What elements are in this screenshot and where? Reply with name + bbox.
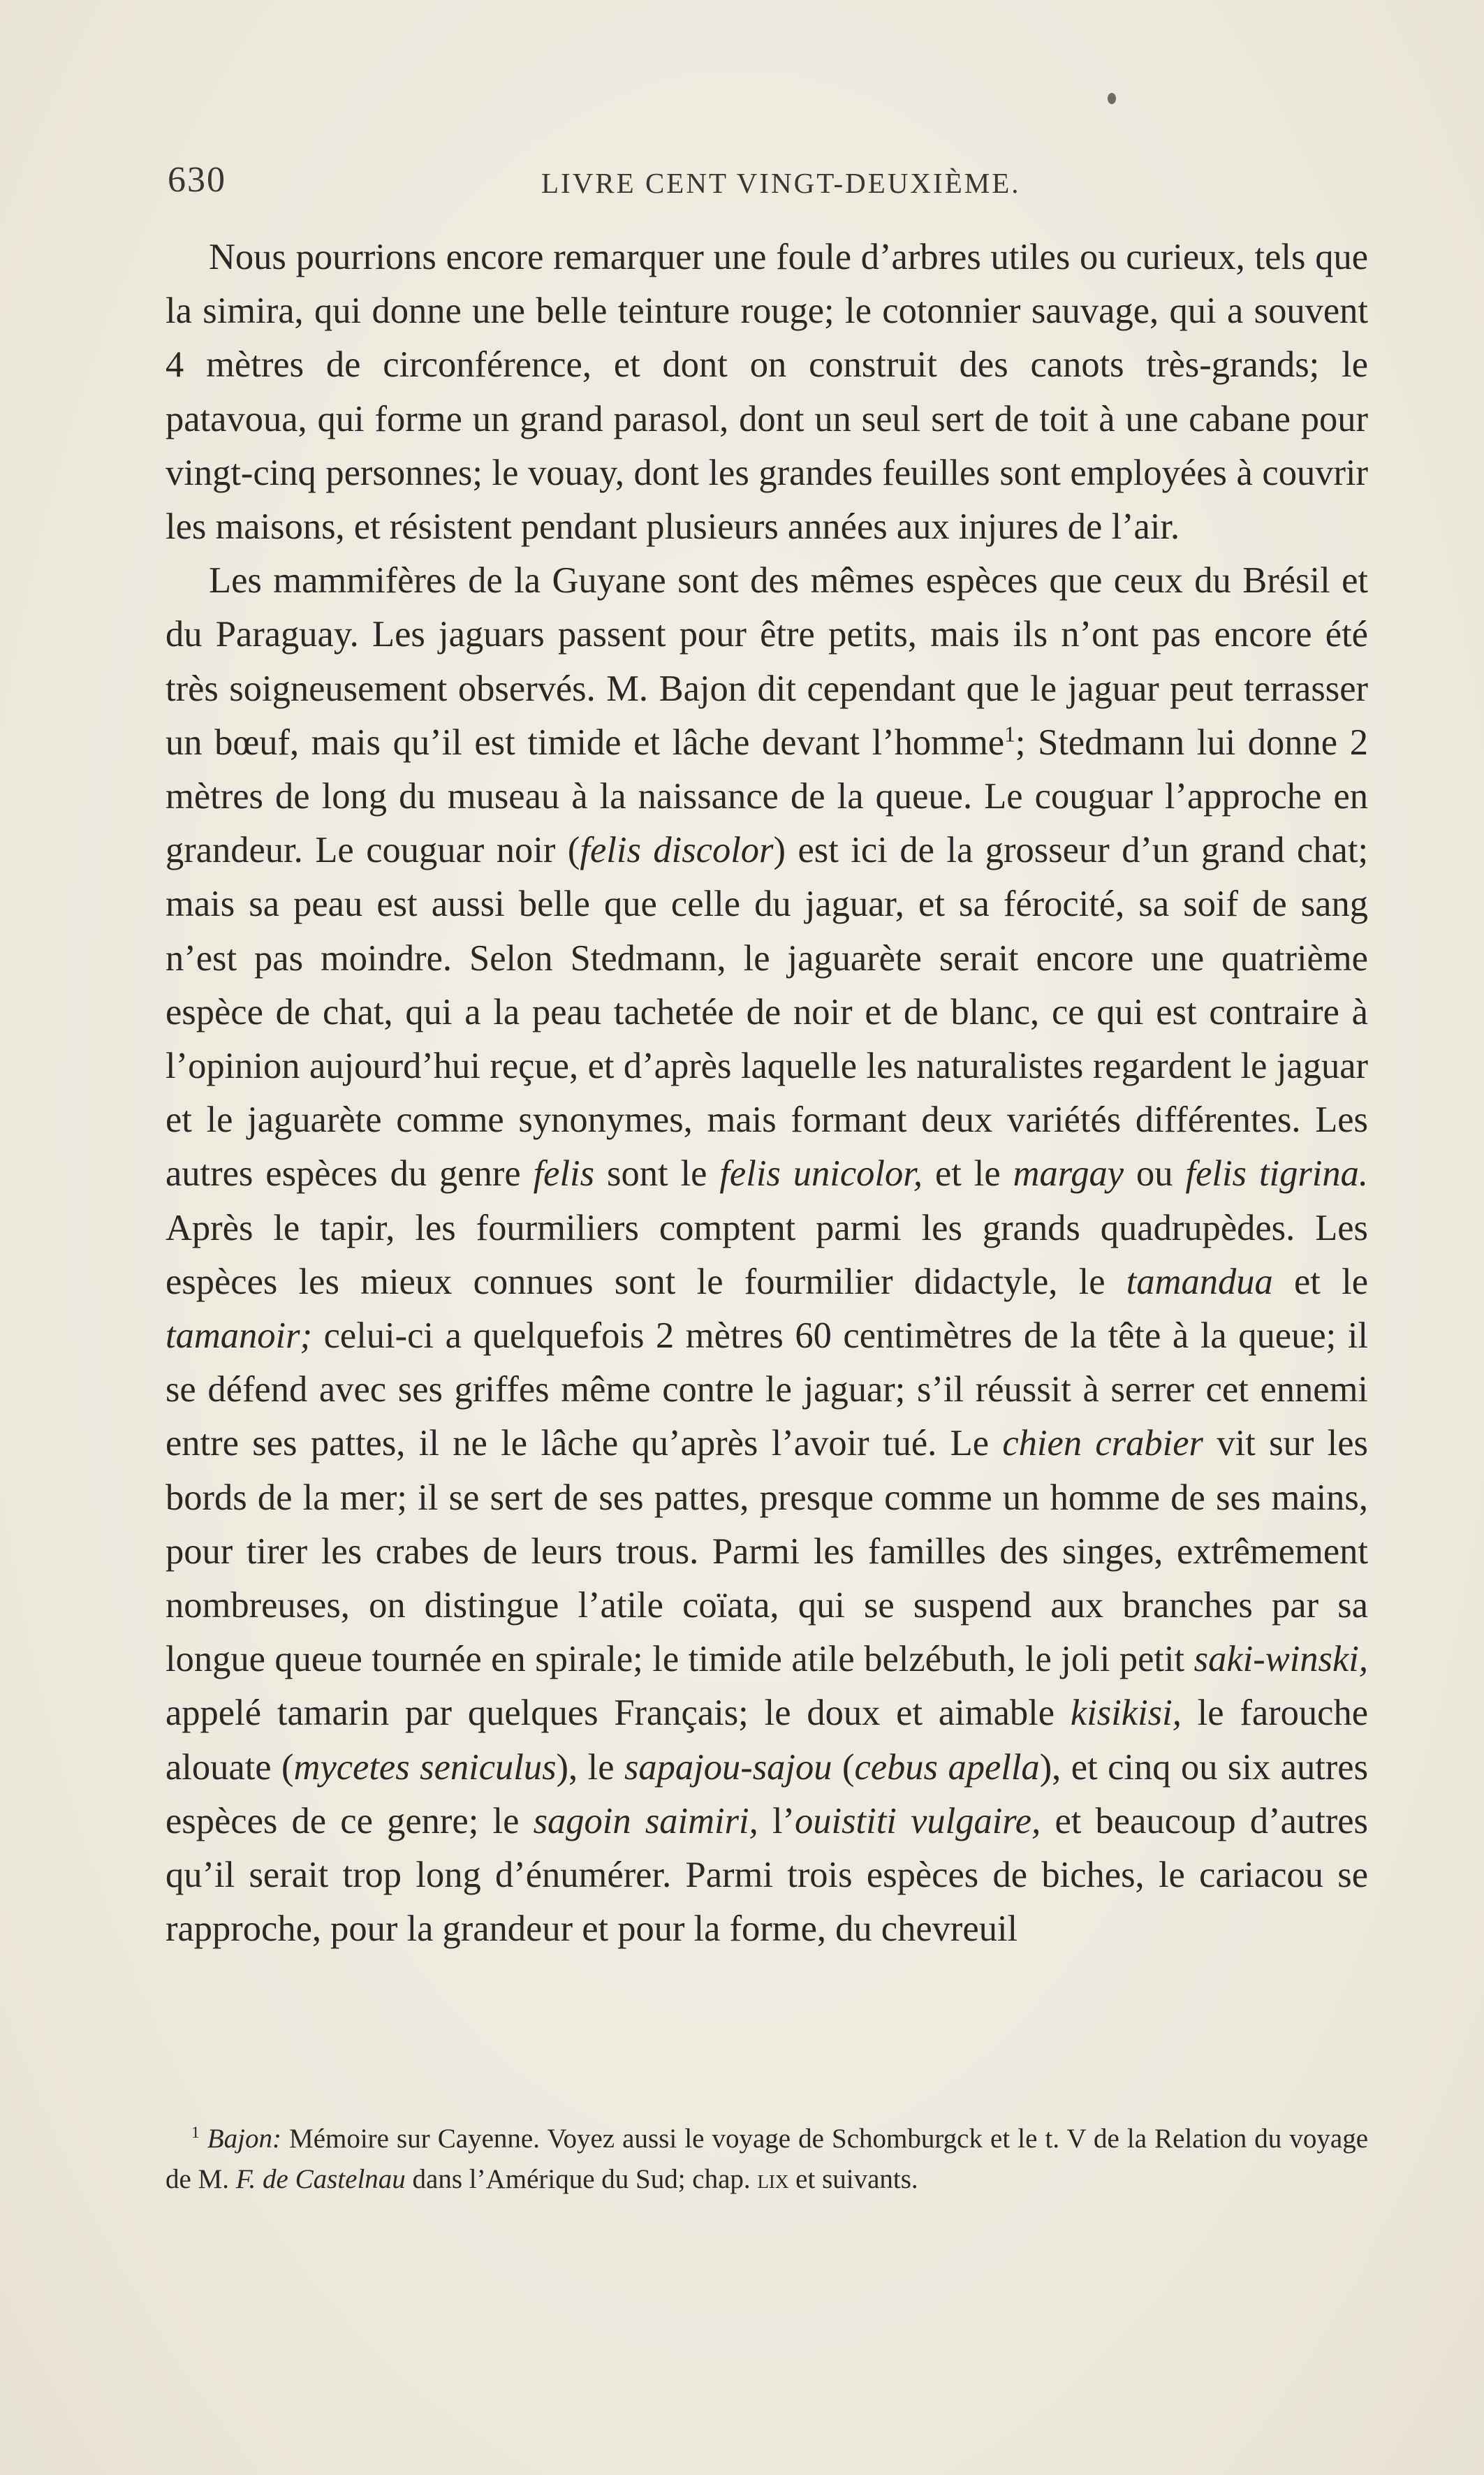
page-number: 630 xyxy=(168,160,226,200)
paragraph: Les mammifères de la Guyane sont des mêmes espèces que ceux du Brésil et du Paraguay. Les jaguars passent pour être petits, mais ils n’ont pas encore été très soigneusement observés. M. Bajon dit cependant que le jaguar peut terrasser un bœuf, mais qu’il est timide et lâche devant l’homme$^1$; Stedmann lui donne 2 mètres de long du museau à la naissance de la queue. Le couguar l’approche en grandeur. Le couguar noir (felis discolor) est ici de la grosseur d’un grand chat; mais sa peau est aussi belle que celle du jaguar, et sa férocité, sa soif de sang n’est pas moindre. Selon Stedmann, le jaguarète serait encore une quatrième espèce de chat, qui a la peau tachetée de noir et de blanc, ce qui est contraire à l’opinion aujourd’hui reçue, et d’après laquelle les naturalistes regardent le jaguar et le jaguarète comme synonymes, mais formant deux variétés différentes. Les autres espèces du genre felis sont le felis unicolor, et le margay ou felis tigrina. Après le tapir, les fourmiliers comptent parmi les grands quadrupèdes. Les espèces les mieux connues sont le fourmilier didactyle, le tamandua et le tamanoir; celui-ci a quelquefois 2 mètres 60 centimètres de la tête à la queue; il se défend avec ses griffes même contre le jaguar; s’il réussit à serrer cet ennemi entre ses pattes, il ne le lâche qu’après l’avoir tué. Le chien crabier vit sur les bords de la mer; il se sert de ses pattes, presque comme un homme de ses mains, pour tirer les crabes de leurs trous. Parmi les familles des singes, extrêmement nombreuses, on distingue l’atile coïata, qui se suspend aux branches par sa longue queue tournée en spirale; le timide atile belzébuth, le joli petit saki-winski, appelé tamarin par quelques Français; le doux et aimable kisikisi, le farouche alouate (mycetes seniculus), le sapajou-sajou (cebus apella), et cinq ou six autres espèces de ce genre; le sagoin saimiri, l’ouistiti vulgaire, et beaucoup d’autres qu’il serait trop long d’énumérer. Parmi trois espèces de biches, le cariacou se rapproche, pour la grandeur et pour la forme, du chevreuil xyxy=(166,560,1369,1950)
body-text xyxy=(166,231,1368,1957)
running-title: LIVRE CENT VINGT-DEUXIÈME. xyxy=(541,167,1021,199)
footnote: $^1$ Bajon: Mémoire sur Cayenne. Voyez aussi le voyage de Schomburgck et le t. V de la Relation du voyage de M. F. de Castelnau dans l’Amérique du Sud; chap. lix et suivants. xyxy=(166,2124,1369,2194)
ink-speck xyxy=(1108,93,1116,104)
footnotes xyxy=(166,2119,1368,2200)
paragraph: Nous pourrions encore remarquer une foule d’arbres utiles ou curieux, tels que la simira, qui donne une belle teinture rouge; le cotonnier sauvage, qui a souvent 4 mètres de circonférence, et dont on construit des canots très-grands; le patavoua, qui forme un grand parasol, dont un seul sert de toit à une cabane pour vingt-cinq personnes; le vouay, dont les grandes feuilles sont employées à couvrir les maisons, et résistent pendant plusieurs années aux injures de l’air. xyxy=(166,237,1368,548)
page-header xyxy=(168,159,1369,201)
